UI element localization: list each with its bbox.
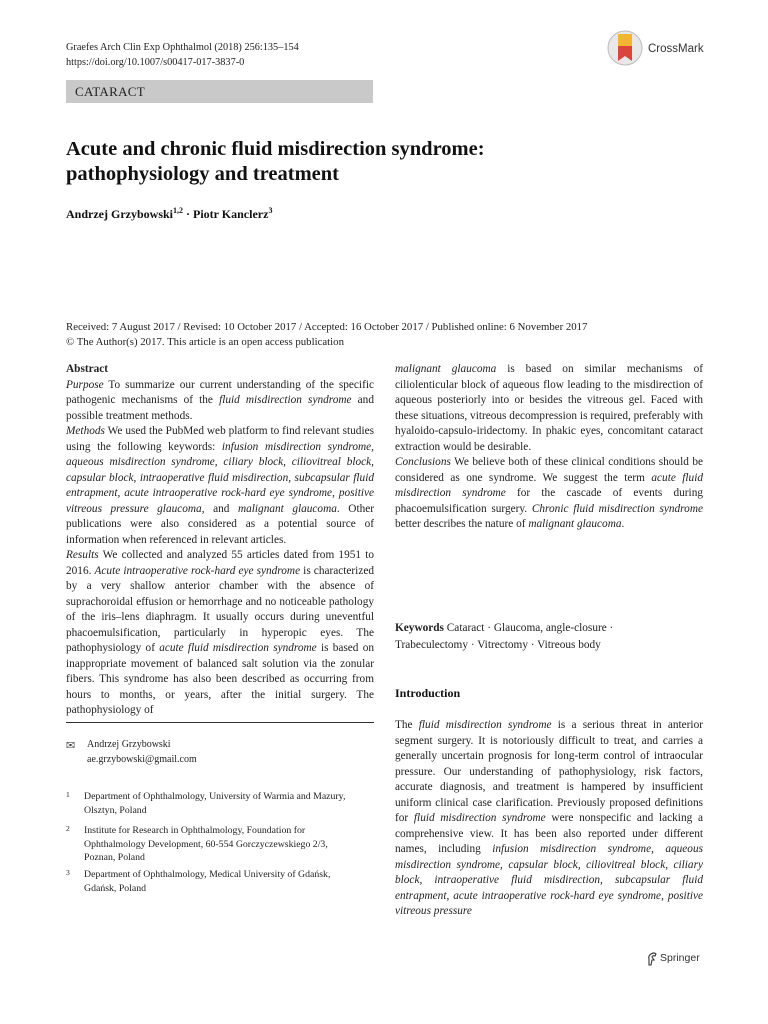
affiliation-line: Department of Ophthalmology, University of Warmia and Mazury, [84, 791, 346, 802]
author-list [66, 206, 272, 222]
affiliation-line: Ophthalmology Development, 60-554 Gorczyczewskiego 2/3, [84, 838, 328, 850]
intro-italic: fluid misdirection syndrome [413, 812, 546, 824]
methods-label: Methods [66, 425, 105, 437]
envelope-icon: ✉ [66, 739, 76, 752]
conclusions-text: better describes the nature of [395, 518, 529, 530]
conclusions-text: for the cascade of events during phacoemulsification surgery. [395, 487, 703, 515]
affiliation-line: Institute for Research in Ophthalmology, Foundation for [84, 825, 306, 836]
keywords-line-2: Trabeculectomy · Vitrectomy · Vitreous body [395, 639, 601, 651]
crossmark-badge[interactable] [606, 28, 716, 68]
journal-line: Graefes Arch Clin Exp Ophthalmol (2018) 256:135–154 [66, 42, 299, 53]
results-italic: malignant glaucoma [395, 363, 497, 375]
author-name[interactable]: Andrzej Grzybowski [66, 207, 173, 221]
results-italic: acute fluid misdirection syndrome [159, 642, 317, 654]
doi-link[interactable]: https://doi.org/10.1007/s00417-017-3837-0 [66, 57, 245, 68]
affiliation-number: 1 [66, 790, 70, 799]
intro-italic: fluid misdirection syndrome [418, 719, 552, 731]
methods-text: We used the PubMed web platform to find relevant studies using the following keywords: [66, 425, 374, 453]
results-text: is based on similar mechanisms of ciliolenticular block of aqueous flow leading to the misdirection of aqueous posteriorly into or besides the vitreous gel. Faced with these situations, vitreous decompression is required, preferably with hyaloido-capsulo-iridectomy. In phakic eyes, concomitant cataract extraction would be desirable. [395, 363, 703, 453]
abstract-heading: Abstract [66, 363, 109, 375]
abstract-results [66, 548, 374, 719]
author-affiliation-sup: 1,2 [173, 206, 183, 215]
article-history [66, 320, 587, 350]
conclusions-label: Conclusions [395, 456, 451, 468]
conclusions-italic: Chronic fluid misdirection syndrome [531, 502, 703, 515]
abstract-results-continued [395, 362, 703, 455]
author-affiliation-sup: 3 [268, 206, 273, 215]
springer-horse-icon [646, 951, 658, 967]
affiliation-number: 2 [66, 824, 70, 833]
intro-text: were nonspecific and lacking a comprehensive view. It has been also reported under different names, including [395, 812, 703, 855]
purpose-label: Purpose [66, 378, 104, 391]
open-access-notice: © The Author(s) 2017. This article is an open access publication [66, 336, 344, 348]
abstract-right-column [395, 362, 703, 533]
methods-text: , and [201, 502, 238, 515]
purpose-text: and possible treatment methods. [66, 394, 374, 422]
springer-logo [646, 951, 706, 967]
intro-italic: infusion misdirection syndrome, aqueous misdirection syndrome, capsular block, ciliovitreal block, ciliary block, intraoperative fluid misdirection, subcapsular fluid entrapment, acute intraoperative rock-hard eye syndrome, positive vitreous pressure [395, 843, 703, 917]
purpose-text: To summarize our current understanding of the specific pathogenic mechanisms of the [66, 378, 374, 406]
abstract-methods [66, 424, 374, 548]
introduction-text [395, 718, 703, 920]
purpose-italic: fluid misdirection syndrome [219, 394, 352, 406]
abstract-left-column [66, 362, 374, 719]
title-line-1: Acute and chronic fluid misdirection syndrome: [66, 138, 485, 160]
methods-text: . Other publications were also considered as a potential source of information when referenced in relevant articles. [66, 502, 375, 546]
intro-text: The [395, 719, 419, 731]
results-italic: Acute intraoperative rock-hard eye syndrome [94, 564, 301, 577]
journal-citation [66, 40, 299, 70]
correspondence-block [66, 738, 374, 770]
history-dates: Received: 7 August 2017 / Revised: 10 October 2017 / Accepted: 16 October 2017 / Published online: 6 November 2017 [66, 321, 588, 333]
affiliation-line: Department of Ophthalmology, Medical University of Gdańsk, [84, 869, 331, 880]
conclusions-italic: malignant glaucoma [528, 518, 622, 530]
crossmark-icon [606, 28, 644, 68]
abstract-purpose [66, 378, 374, 425]
keywords-label: Keywords [395, 622, 444, 634]
results-text: is characterized by a very shallow anterior chamber with the absence of suprachoroidal effusion or hemorrhage and no noticeable pathology of the iris–lens diaphragm. It usually occurs during uneventful phacoemulsification, particularly in hyperopic eyes. The pathophysiology of [66, 564, 374, 654]
title-line-2: pathophysiology and treatment [66, 163, 339, 185]
methods-italic: malignant glaucoma [237, 502, 337, 515]
conclusions-italic: acute fluid misdirection syndrome [395, 471, 703, 499]
affiliation-line: Gdańsk, Poland [84, 882, 147, 894]
results-text: We collected and analyzed 55 articles dated from 1951 to 2016. [66, 549, 374, 577]
article-title [66, 137, 666, 187]
introduction-heading: Introduction [395, 686, 461, 700]
results-label: Results [66, 549, 99, 561]
affiliation-number: 3 [66, 868, 70, 877]
author-name[interactable]: Piotr Kanclerz [193, 207, 269, 221]
keywords-block [395, 620, 703, 654]
author-separator: · [183, 207, 194, 221]
crossmark-label: CrossMark [648, 43, 704, 55]
section-label: CATARACT [66, 80, 373, 103]
footnote-divider [66, 722, 374, 723]
methods-keywords: infusion misdirection syndrome, aqueous misdirection syndrome, ciliary block, ciliovitreal block, capsular block, intraoperative fluid misdirection, subcapsular fluid entrapment, acute intraoperative rock-hard eye syndrome, positive vitreous pressure glaucoma [66, 440, 374, 515]
correspondence-name: Andrzej Grzybowski [87, 739, 171, 750]
affiliation-line: Poznan, Poland [84, 852, 145, 864]
results-text: is based on inappropriate movement of balanced salt solution via the zonular fibers. This syndrome has also been described as occurring from hours to months, or years, after the initial surgery. The pathophysiology of [66, 642, 374, 716]
conclusions-text: We believe both of these clinical conditions should be considered as one syndrome. We suggest the term [395, 456, 703, 484]
keywords-line-1: Cataract · Glaucoma, angle-closure · [443, 622, 614, 634]
springer-label: Springer [660, 952, 700, 964]
correspondence-email[interactable]: ae.grzybowski@gmail.com [87, 753, 197, 765]
abstract-conclusions [395, 455, 703, 533]
affiliation-line: Olsztyn, Poland [84, 804, 147, 816]
intro-text: is a serious threat in anterior segment surgery. It is notoriously difficult to treat, and carries a generally uncertain prognosis for long-term control of intraocular pressure. Our understanding of pathophysiology, risk factors, accurate diagnosis, and treatment is hampered by insufficient uniform clinical case clarification. Previously proposed definitions for [395, 719, 703, 824]
conclusions-text: . [621, 518, 625, 530]
